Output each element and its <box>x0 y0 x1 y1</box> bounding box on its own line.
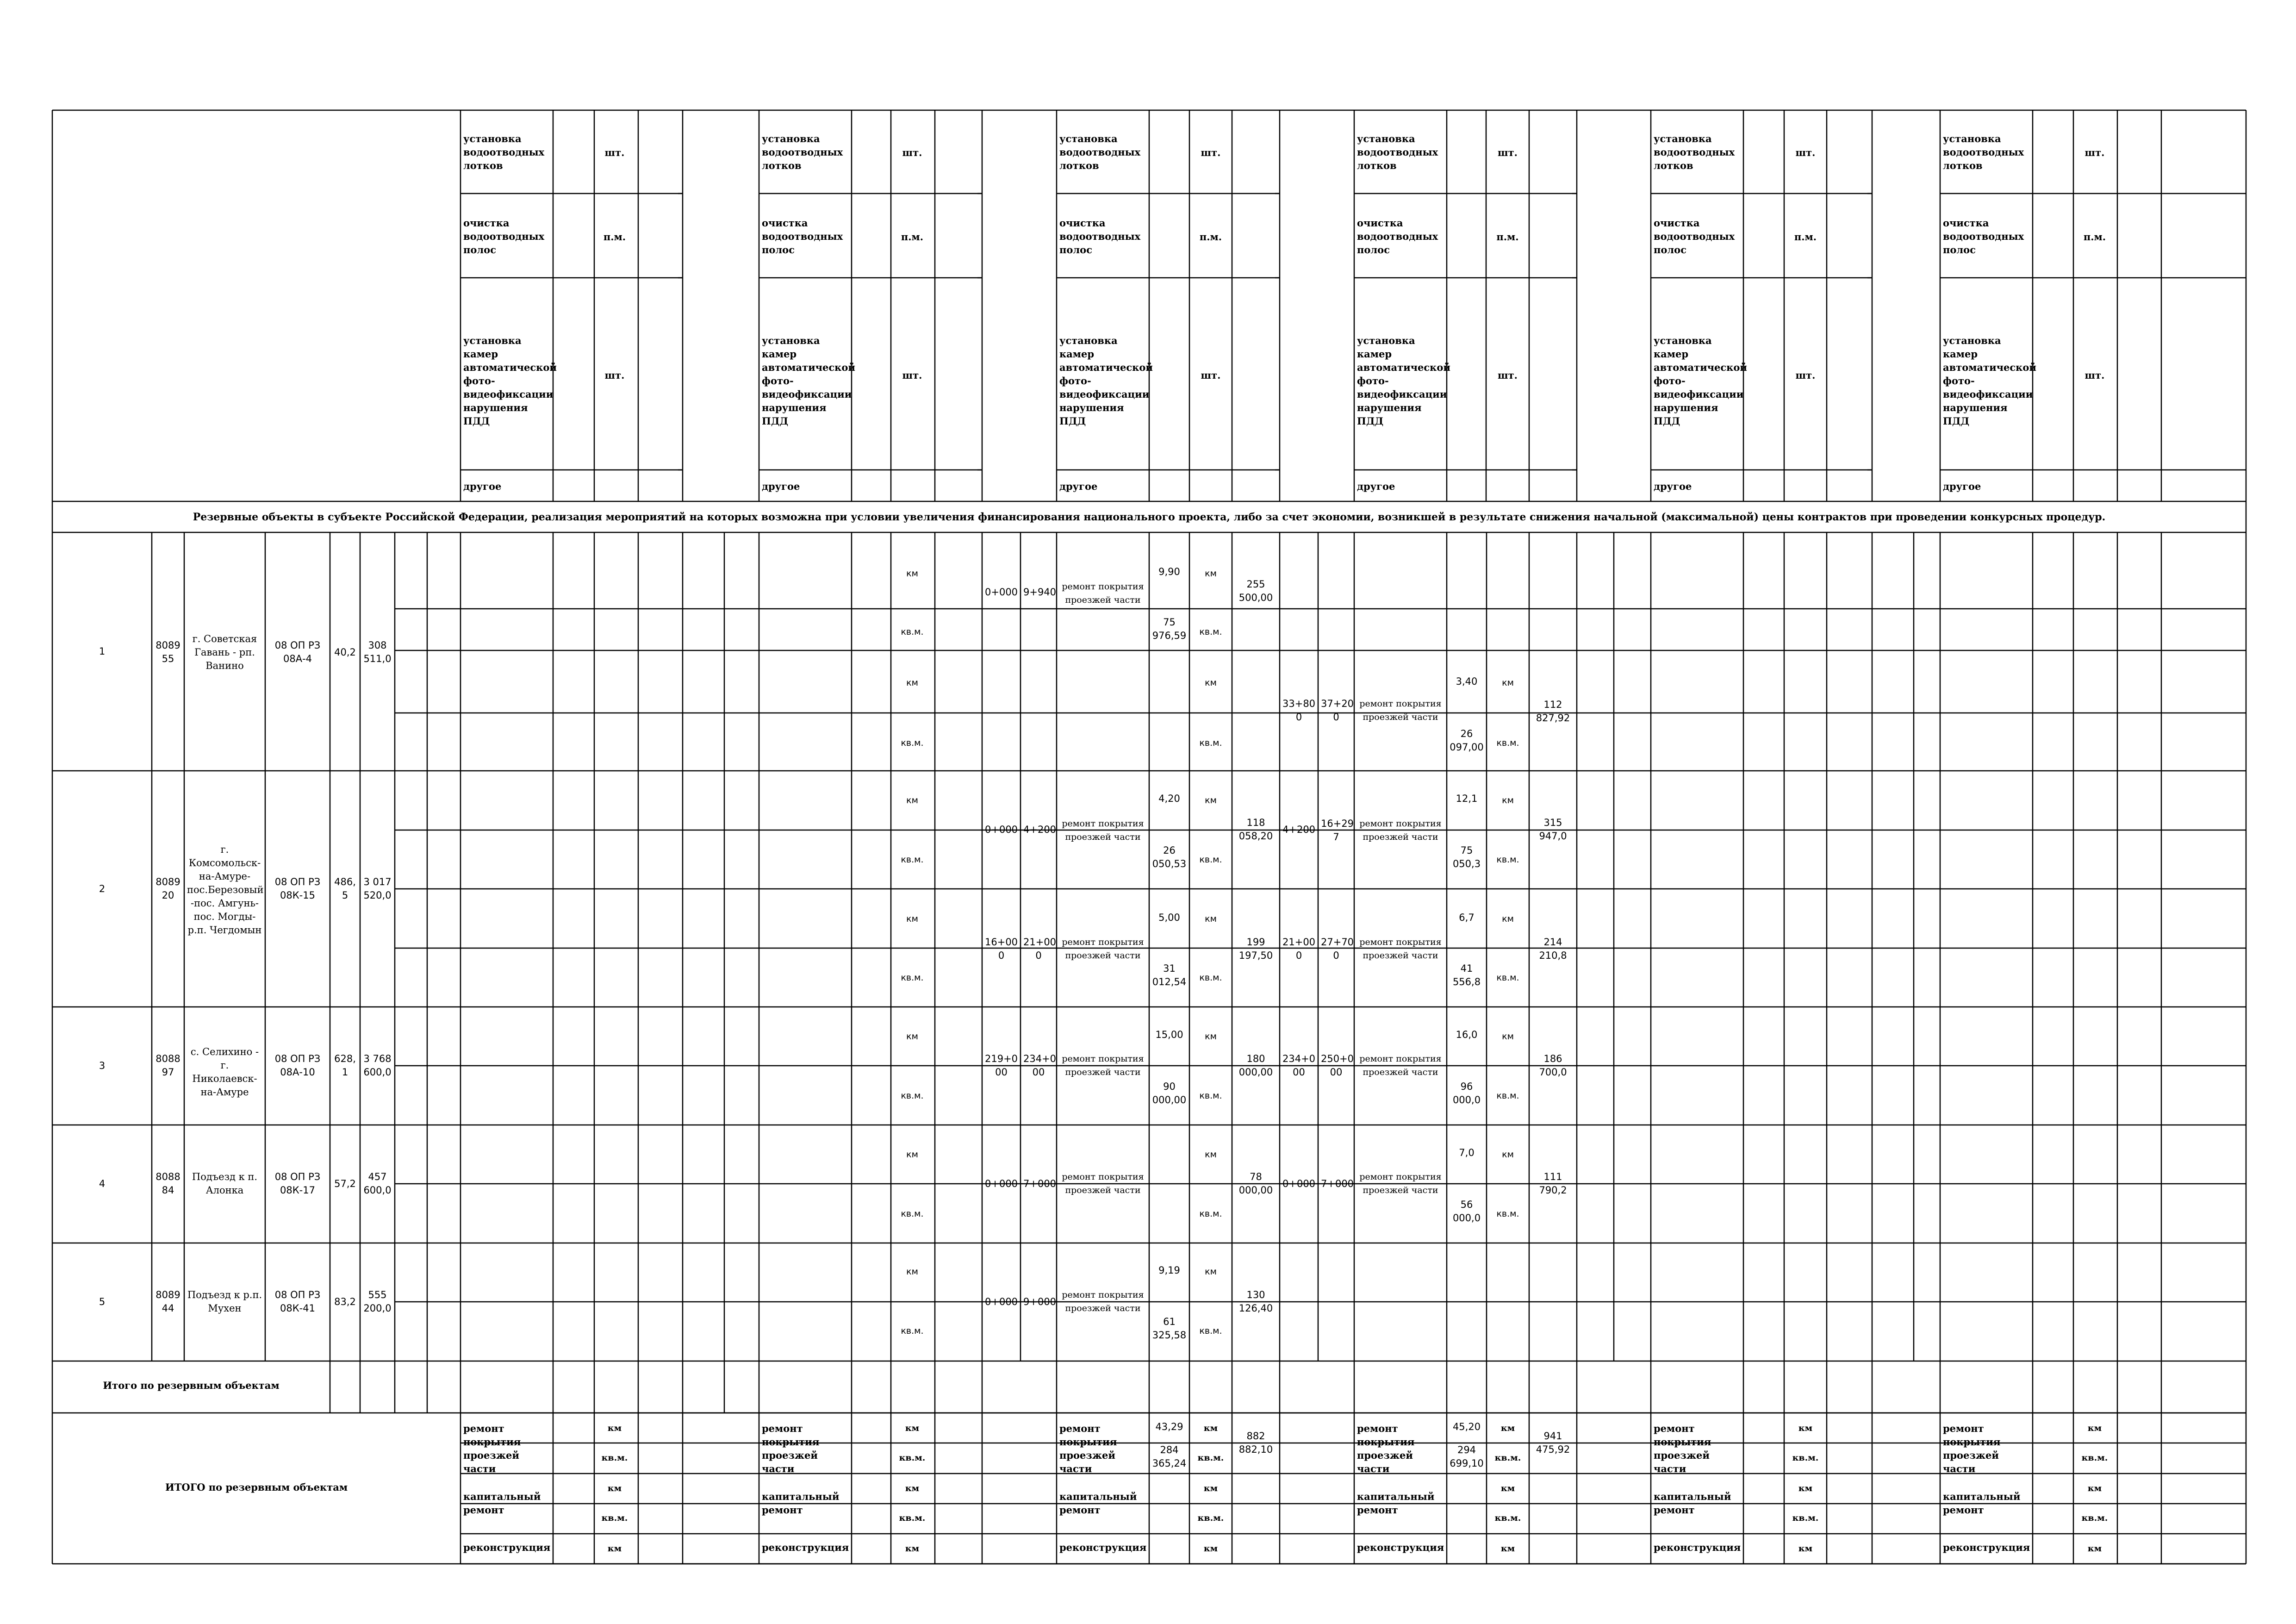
object-4-length: 57,2 <box>334 1178 356 1189</box>
object-4-2020-to: 7+000 <box>1023 1178 1057 1189</box>
object-2-code: 8089 20 <box>156 876 180 901</box>
unit-km: км <box>1205 1031 1217 1042</box>
object-5-2020-sum: 130 126,40 <box>1238 1289 1273 1314</box>
total-block-6-row-2: капитальный ремонт <box>1943 1491 2021 1516</box>
unit-sqm: кв.м. <box>1199 1326 1222 1336</box>
object-2-2020a-sqm: 26 050,53 <box>1152 845 1187 869</box>
header-block-3-unit-2: п.м. <box>1199 231 1222 243</box>
unit-km: км <box>1500 1543 1515 1554</box>
unit-sqm: кв.м. <box>901 1326 924 1336</box>
total-block-5-row-3: реконструкция <box>1654 1542 1741 1553</box>
object-3-road: 08 ОП РЗ 08А-10 <box>274 1053 321 1078</box>
header-block-6-unit-2: п.м. <box>2083 231 2106 243</box>
total-block-4-row-2: капитальный ремонт <box>1357 1491 1435 1516</box>
object-2-2020b-km: 5,00 <box>1158 912 1180 923</box>
object-4-2021-to: 7+000 <box>1321 1178 1354 1189</box>
object-4-name: Подъезд к п. Алонка <box>192 1171 258 1196</box>
unit-sqm: кв.м. <box>1496 855 1519 865</box>
header-block-1-unit-2: п.м. <box>603 231 626 243</box>
total-block-2-row-2: капитальный ремонт <box>762 1491 840 1516</box>
object-1-name: г. Советская Гавань - рп. Ванино <box>192 633 257 671</box>
object-3-2021-sum: 186 700,0 <box>1539 1053 1567 1078</box>
object-4-code: 8088 84 <box>156 1171 180 1196</box>
object-2-2020a-km: 4,20 <box>1158 793 1180 804</box>
unit-km: км <box>905 1423 920 1433</box>
header-block-5-row-3: установка камер автоматической фото- видеофиксации нарушения ПДД <box>1654 335 1747 427</box>
header-block-5-row-4: другое <box>1654 481 1692 492</box>
unit-km: км <box>905 1483 920 1493</box>
header-block-2-row-4: другое <box>762 481 800 492</box>
object-2-2021a-work: ремонт покрытия проезжей части <box>1359 818 1442 842</box>
header-block-1-unit-1: шт. <box>604 147 625 158</box>
unit-sqm: кв.м. <box>899 1453 926 1463</box>
unit-km: км <box>1205 1149 1217 1160</box>
unit-km: км <box>906 568 918 579</box>
unit-sqm: кв.м. <box>2081 1453 2108 1463</box>
unit-sqm: кв.м. <box>1792 1513 1819 1523</box>
unit-sqm: кв.м. <box>899 1513 926 1523</box>
unit-sqm: кв.м. <box>1199 1209 1222 1219</box>
total-2021-km: 45,20 <box>1452 1421 1481 1432</box>
object-2-road: 08 ОП РЗ 08К-15 <box>274 876 321 901</box>
object-1-2021-from: 33+80 0 <box>1282 698 1316 723</box>
total-block-4-row-1: ремонт покрытия проезжей части <box>1357 1423 1415 1474</box>
unit-sqm: кв.м. <box>1199 855 1222 865</box>
unit-sqm: кв.м. <box>1494 1453 1521 1463</box>
unit-km: км <box>906 795 918 806</box>
object-2-2021b-sqm: 41 556,8 <box>1452 963 1481 987</box>
object-1-2021-work: ремонт покрытия проезжей части <box>1359 699 1442 722</box>
object-4-2021-work: ремонт покрытия проезжей части <box>1359 1172 1442 1195</box>
unit-km: км <box>2087 1543 2102 1554</box>
unit-km: км <box>2087 1483 2102 1493</box>
object-1-2021-sum: 112 827,92 <box>1536 699 1570 724</box>
unit-sqm: кв.м. <box>901 1091 924 1101</box>
total-label: ИТОГО по резервным объектам <box>165 1481 348 1493</box>
object-3-2020-sqm: 90 000,00 <box>1152 1081 1187 1106</box>
header-block-2-row-1: установка водоотводных лотков <box>762 133 843 171</box>
unit-km: км <box>1500 1423 1515 1433</box>
object-4-2021-sqm: 56 000,0 <box>1452 1199 1481 1224</box>
object-2-2020b-sqm: 31 012,54 <box>1152 963 1187 987</box>
object-4-2020-sqm <box>1149 1197 1189 1229</box>
total-block-3-row-3: реконструкция <box>1059 1542 1147 1553</box>
header-block-1-row-1: установка водоотводных лотков <box>463 133 545 171</box>
header-block-2-unit-2: п.м. <box>901 231 924 243</box>
header-block-5-unit-1: шт. <box>1795 147 1816 158</box>
header-block-4-unit-2: п.м. <box>1496 231 1519 243</box>
unit-km: км <box>906 914 918 924</box>
object-3-code: 8088 97 <box>156 1053 180 1078</box>
total-block-2-row-1: ремонт покрытия проезжей части <box>762 1423 820 1474</box>
object-3-2020-km: 15,00 <box>1155 1029 1183 1040</box>
object-3-2020-work: ремонт покрытия проезжей части <box>1062 1054 1144 1077</box>
object-3-length: 628, 1 <box>334 1053 356 1078</box>
object-4-number: 4 <box>99 1178 106 1189</box>
unit-km: км <box>1205 914 1217 924</box>
subtotal-label: Итого по резервным объектам <box>103 1380 280 1391</box>
unit-sqm: кв.м. <box>1792 1453 1819 1463</box>
object-4-2020-km <box>1149 1145 1189 1163</box>
object-2-number: 2 <box>99 883 106 894</box>
unit-km: км <box>2087 1423 2102 1433</box>
object-2-2021b-from: 21+00 0 <box>1282 937 1316 961</box>
unit-km: км <box>1205 1267 1217 1277</box>
unit-sqm: кв.м. <box>2081 1513 2108 1523</box>
header-block-1-row-2: очистка водоотводных полос <box>463 217 545 256</box>
object-1-2020-sqm: 75 976,59 <box>1152 617 1187 641</box>
object-1-number: 1 <box>99 646 106 657</box>
object-5-name: Подъезд к р.п. Мухен <box>187 1289 262 1314</box>
object-5-2020-sqm: 61 325,58 <box>1152 1316 1187 1341</box>
object-5-cost: 555 200,0 <box>363 1289 392 1314</box>
object-2-2020b-work: ремонт покрытия проезжей части <box>1062 937 1144 961</box>
object-5-2020-km: 9,19 <box>1158 1265 1180 1276</box>
object-4-2021-from: 0+000 <box>1282 1178 1316 1189</box>
object-4-2020-from: 0+000 <box>985 1178 1018 1189</box>
unit-sqm: кв.м. <box>1496 1091 1519 1101</box>
object-3-number: 3 <box>99 1060 106 1071</box>
total-block-1-row-1: ремонт покрытия проезжей части <box>463 1423 521 1474</box>
header-block-6-row-2: очистка водоотводных полос <box>1943 217 2024 256</box>
unit-km: км <box>1205 795 1217 806</box>
unit-km: км <box>906 1031 918 1042</box>
header-block-2-unit-3: шт. <box>902 369 922 381</box>
object-4-road: 08 ОП РЗ 08К-17 <box>274 1171 321 1196</box>
unit-sqm: кв.м. <box>1496 973 1519 983</box>
total-2021-sum: 941 475,92 <box>1536 1430 1570 1455</box>
object-5-length: 83,2 <box>334 1296 356 1307</box>
header-block-5-unit-3: шт. <box>1795 369 1816 381</box>
unit-km: км <box>1205 568 1217 579</box>
total-block-6-row-3: реконструкция <box>1943 1542 2030 1553</box>
total-block-4-row-3: реконструкция <box>1357 1542 1444 1553</box>
unit-km: км <box>1203 1543 1218 1554</box>
unit-sqm: кв.м. <box>1199 627 1222 637</box>
header-block-4-row-2: очистка водоотводных полос <box>1357 217 1438 256</box>
total-block-5-row-2: капитальный ремонт <box>1654 1491 1731 1516</box>
total-2020-sum: 882 882,10 <box>1238 1430 1273 1455</box>
unit-km: км <box>1502 795 1514 806</box>
object-1-code: 8089 55 <box>156 640 180 664</box>
unit-km: км <box>1502 678 1514 688</box>
object-1-2020-work: ремонт покрытия проезжей части <box>1062 581 1144 605</box>
unit-sqm: кв.м. <box>901 627 924 637</box>
total-2020-sqm: 284 365,24 <box>1152 1444 1187 1469</box>
header-block-6-row-3: установка камер автоматической фото- видеофиксации нарушения ПДД <box>1943 335 2036 427</box>
header-block-3-unit-1: шт. <box>1201 147 1221 158</box>
unit-sqm: кв.м. <box>901 1209 924 1219</box>
object-3-2021-work: ремонт покрытия проезжей части <box>1359 1054 1442 1077</box>
object-2-2021a-sqm: 75 050,3 <box>1452 845 1481 869</box>
object-4-2021-km: 7,0 <box>1459 1147 1475 1158</box>
unit-km: км <box>1502 914 1514 924</box>
unit-sqm: кв.м. <box>901 738 924 748</box>
unit-km: км <box>906 1149 918 1160</box>
unit-km: км <box>1798 1423 1813 1433</box>
header-block-6-row-1: установка водоотводных лотков <box>1943 133 2024 171</box>
object-2-name: г. Комсомольск- на-Амуре- пос.Березовый -пос. Амгунь- пос. Могды- р.п. Чегдомын <box>187 844 264 936</box>
unit-km: км <box>1798 1483 1813 1493</box>
total-2021-sqm: 294 699,10 <box>1450 1444 1484 1469</box>
header-block-2-row-2: очистка водоотводных полос <box>762 217 843 256</box>
object-2-2021a-to: 16+29 7 <box>1321 818 1354 843</box>
header-block-5-row-1: установка водоотводных лотков <box>1654 133 1735 171</box>
object-1-2021-sqm: 26 097,00 <box>1450 728 1484 753</box>
unit-sqm: кв.м. <box>1496 738 1519 748</box>
header-block-2-row-3: установка камер автоматической фото- видеофиксации нарушения ПДД <box>762 335 855 427</box>
unit-sqm: кв.м. <box>601 1453 628 1463</box>
object-2-2021a-km: 12,1 <box>1456 793 1478 804</box>
total-block-1-row-2: капитальный ремонт <box>463 1491 541 1516</box>
header-block-2-unit-1: шт. <box>902 147 922 158</box>
total-block-2-row-3: реконструкция <box>762 1542 849 1553</box>
object-4-2021-sum: 111 790,2 <box>1539 1171 1567 1196</box>
object-2-2021a-from: 4+200 <box>1282 824 1316 835</box>
object-3-2020-sum: 180 000,00 <box>1238 1053 1273 1078</box>
object-3-cost: 3 768 600,0 <box>363 1053 392 1078</box>
object-2-2021b-km: 6,7 <box>1459 912 1475 923</box>
unit-km: км <box>1798 1543 1813 1554</box>
object-3-2021-sqm: 96 000,0 <box>1452 1081 1481 1106</box>
unit-sqm: кв.м. <box>1197 1513 1224 1523</box>
object-2-2020a-sum: 118 058,20 <box>1238 817 1273 842</box>
unit-sqm: кв.м. <box>1496 1209 1519 1219</box>
unit-sqm: кв.м. <box>601 1513 628 1523</box>
total-block-1-row-3: реконструкция <box>463 1542 551 1553</box>
object-1-2020-from: 0+000 <box>985 587 1018 598</box>
total-2020-km: 43,29 <box>1155 1421 1183 1432</box>
object-2-length: 486, 5 <box>334 876 356 901</box>
object-2-2020a-from: 0+000 <box>985 824 1018 835</box>
object-4-cost: 457 600,0 <box>363 1171 392 1196</box>
header-block-6-unit-1: шт. <box>2084 147 2105 158</box>
header-block-3-row-1: установка водоотводных лотков <box>1059 133 1141 171</box>
unit-km: км <box>607 1423 622 1433</box>
unit-km: км <box>607 1483 622 1493</box>
header-block-1-unit-3: шт. <box>604 369 625 381</box>
object-3-2021-from: 234+0 00 <box>1282 1053 1316 1078</box>
section-title: Резервные объекты в субъекте Российской Федерации, реализация мероприятий на которых возможна при условии увеличения финансирования национального проекта, либо за счет экономии, возникшей в результате снижения начальной (максимальной) цены контрактов при проведении конкурсных процедур. <box>193 511 2106 523</box>
header-block-4-row-3: установка камер автоматической фото- видеофиксации нарушения ПДД <box>1357 335 1450 427</box>
header-block-3-row-2: очистка водоотводных полос <box>1059 217 1141 256</box>
header-block-3-row-4: другое <box>1059 481 1098 492</box>
unit-sqm: кв.м. <box>1199 738 1222 748</box>
header-block-4-row-4: другое <box>1357 481 1395 492</box>
unit-sqm: кв.м. <box>1199 973 1222 983</box>
header-block-1-row-3: установка камер автоматической фото- видеофиксации нарушения ПДД <box>463 335 557 427</box>
unit-km: км <box>1203 1483 1218 1493</box>
header-block-5-unit-2: п.м. <box>1794 231 1817 243</box>
object-5-number: 5 <box>99 1296 106 1307</box>
header-block-4-unit-1: шт. <box>1498 147 1518 158</box>
object-2-2021b-to: 27+70 0 <box>1321 937 1354 961</box>
unit-km: км <box>1502 1031 1514 1042</box>
object-3-2020-from: 219+0 00 <box>985 1053 1018 1078</box>
object-2-2020b-to: 21+00 0 <box>1023 937 1057 961</box>
object-5-2020-from: 0+000 <box>985 1296 1018 1307</box>
object-1-2021-km: 3,40 <box>1456 676 1478 687</box>
object-1-2020-km: 9,90 <box>1158 566 1180 577</box>
object-2-2021b-sum: 214 210,8 <box>1539 937 1567 961</box>
object-3-2021-km: 16,0 <box>1456 1029 1478 1040</box>
total-block-3-row-1: ремонт покрытия проезжей части <box>1059 1423 1117 1474</box>
unit-km: км <box>905 1543 920 1554</box>
object-2-2020a-work: ремонт покрытия проезжей части <box>1062 818 1144 842</box>
total-block-6-row-1: ремонт покрытия проезжей части <box>1943 1423 2001 1474</box>
object-5-2020-to: 9+000 <box>1023 1296 1057 1307</box>
object-5-code: 8089 44 <box>156 1289 180 1314</box>
object-5-2020-work: ремонт покрытия проезжей части <box>1062 1290 1144 1313</box>
header-block-3-row-3: установка камер автоматической фото- видеофиксации нарушения ПДД <box>1059 335 1153 427</box>
header-block-6-row-4: другое <box>1943 481 1981 492</box>
object-1-cost: 308 511,0 <box>363 640 392 664</box>
object-2-2020a-to: 4+200 <box>1023 824 1057 835</box>
object-5-road: 08 ОП РЗ 08К-41 <box>274 1289 321 1314</box>
unit-sqm: кв.м. <box>901 973 924 983</box>
object-4-2020-work: ремонт покрытия проезжей части <box>1062 1172 1144 1195</box>
unit-km: км <box>607 1543 622 1554</box>
header-block-5-row-2: очистка водоотводных полос <box>1654 217 1735 256</box>
unit-sqm: кв.м. <box>1199 1091 1222 1101</box>
object-1-2020-to: 9+940 <box>1023 587 1057 598</box>
unit-km: км <box>1203 1423 1218 1433</box>
object-2-cost: 3 017 520,0 <box>363 876 392 901</box>
object-2-2021b-work: ремонт покрытия проезжей части <box>1359 937 1442 961</box>
header-block-1-row-4: другое <box>463 481 502 492</box>
unit-km: км <box>906 678 918 688</box>
object-2-2020b-sum: 199 197,50 <box>1238 937 1273 961</box>
object-2-2020b-from: 16+00 0 <box>985 937 1018 961</box>
unit-km: км <box>906 1267 918 1277</box>
object-3-2021-to: 250+0 00 <box>1321 1053 1354 1078</box>
object-1-road: 08 ОП РЗ 08А-4 <box>274 640 321 664</box>
object-3-2020-to: 234+0 00 <box>1023 1053 1057 1078</box>
total-block-3-row-2: капитальный ремонт <box>1059 1491 1137 1516</box>
header-block-4-row-1: установка водоотводных лотков <box>1357 133 1438 171</box>
object-4-2020-sum: 78 000,00 <box>1238 1171 1273 1196</box>
header-block-3-unit-3: шт. <box>1201 369 1221 381</box>
unit-sqm: кв.м. <box>1494 1513 1521 1523</box>
unit-km: км <box>1502 1149 1514 1160</box>
object-1-length: 40,2 <box>334 647 356 658</box>
unit-km: км <box>1500 1483 1515 1493</box>
unit-km: км <box>1205 678 1217 688</box>
total-block-5-row-1: ремонт покрытия проезжей части <box>1654 1423 1711 1474</box>
object-1-2021-to: 37+20 0 <box>1321 698 1354 723</box>
object-1-2020-sum: 255 500,00 <box>1238 579 1273 603</box>
unit-sqm: кв.м. <box>901 855 924 865</box>
header-block-6-unit-3: шт. <box>2084 369 2105 381</box>
unit-sqm: кв.м. <box>1197 1453 1224 1463</box>
object-2-2021a-sum: 315 947,0 <box>1539 817 1567 842</box>
object-3-name: с. Селихино - г. Николаевск- на-Амуре <box>190 1046 259 1098</box>
header-block-4-unit-3: шт. <box>1498 369 1518 381</box>
